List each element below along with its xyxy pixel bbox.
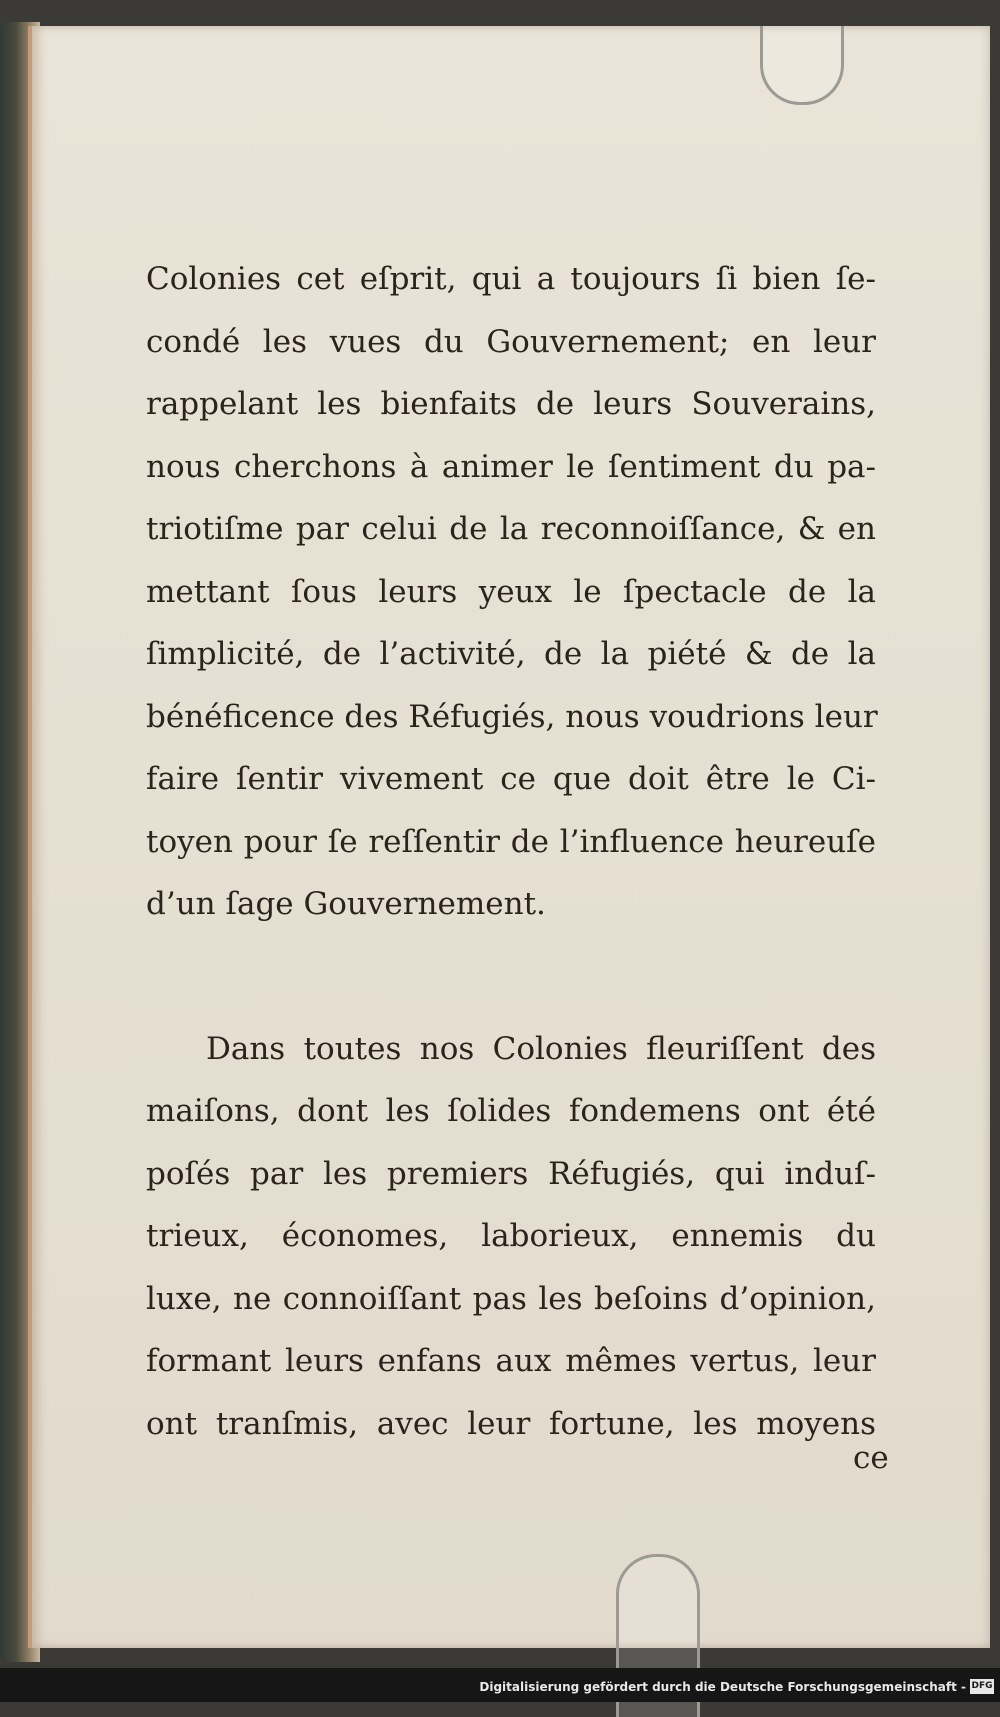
text-line: d’un ſage Gouvernement.: [146, 886, 546, 922]
text-line: trieux, économes, laborieux, ennemis du: [146, 1218, 876, 1254]
text-line: condé les vues du Gouvernement; en leur: [146, 323, 876, 360]
text-line: poſés par les premiers Réfugiés, qui induſ-: [146, 1155, 876, 1192]
text-line: maiſons, dont les ſolides fondemens ont été: [146, 1093, 876, 1129]
text-line: rappelant les bienfaits de leurs Souverains,: [146, 386, 876, 422]
text-line: faire ſentir vivement ce que doit être le Ci-: [146, 761, 876, 797]
page-clip-top: [760, 26, 844, 105]
text-line: ont tranſmis, avec leur fortune, les moyens: [146, 1405, 876, 1442]
text-line: nous cherchons à animer le ſentiment du pa-: [146, 448, 876, 485]
catchword: ce: [853, 1440, 889, 1476]
text-line: toyen pour ſe reſſentir de l’influence heureuſe: [146, 823, 876, 860]
paragraph-1: [146, 248, 876, 936]
text-line: triotiſme par celui de la reconnoiſſance, & en: [146, 511, 876, 547]
text-line: bénéficence des Réfugiés, nous voudrions leur: [146, 698, 878, 735]
text-line: mettant ſous leurs yeux le ſpectacle de la: [146, 573, 876, 610]
dfg-logo: DFG: [970, 1679, 994, 1694]
digitization-credit: Digitalisierung gefördert durch die Deutsche Forschungsgemeinschaft -: [479, 1680, 966, 1694]
page-text: [146, 248, 876, 1455]
text-line: Colonies cet eſprit, qui a toujours ſi bien ſe-: [146, 261, 876, 297]
text-line: luxe, ne connoiſſant pas les beſoins d’opinion,: [146, 1280, 876, 1317]
paragraph-2: [146, 1018, 876, 1456]
text-line: formant leurs enfans aux mêmes vertus, leur: [146, 1343, 876, 1379]
text-line: Dans toutes nos Colonies fleuriſſent des: [206, 1030, 876, 1067]
footer-bar: [0, 1668, 1000, 1702]
text-line: ſimplicité, de l’activité, de la piété & de la: [146, 636, 876, 672]
